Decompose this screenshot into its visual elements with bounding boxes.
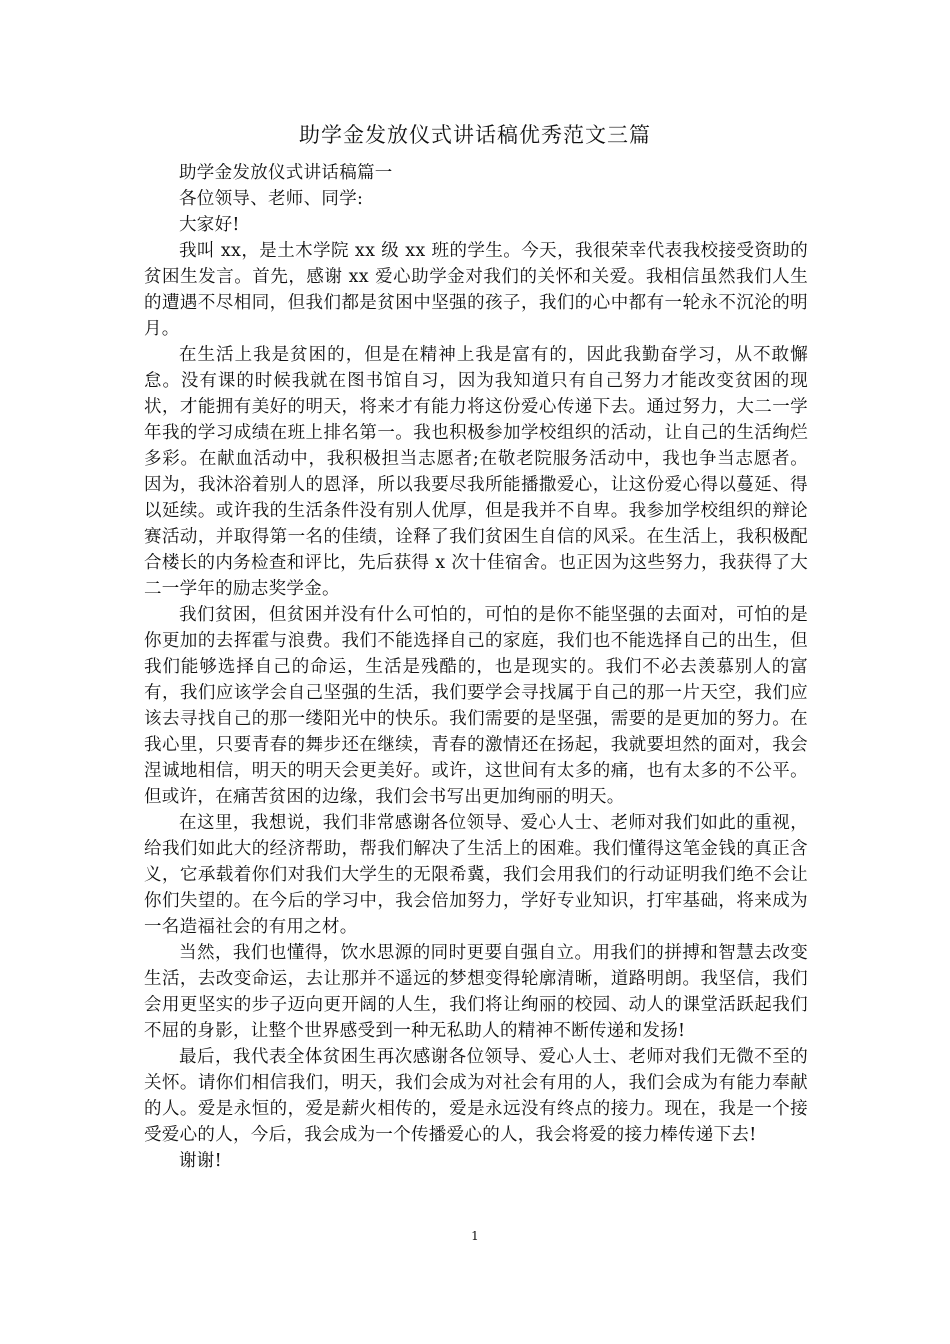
page-number: 1 — [471, 1229, 479, 1243]
thanks: 谢谢! — [179, 1151, 222, 1171]
document-body — [144, 160, 808, 1174]
paragraph-student-life: 在生活上我是贫困的，但是在精神上我是富有的，因此我勤奋学习，从不敢懈怠。没有课的时候我就在图书馆自习，因为我知道只有自己努力才能改变贫困的现状，才能拥有美好的明天，将来才有能力将这份爱心传递下去。通过努力，大二一学年我的学习成绩在班上排名第一。我也积极参加学校组织的活动，让自己的生活绚烂多彩。在献血活动中，我积极担当志愿者;在敬老院服务活动中，我也争当志愿者。因为，我沐浴着别人的恩泽，所以我要尽我所能播撒爱心，让这份爱心得以蔓延、得以延续。或许我的生活条件没有别人优厚，但是我并不自卑。我参加学校组织的辩论赛活动，并取得第一名的佳绩，诠释了我们贫困生自信的风采。在生活上，我积极配合楼长的内务检查和评比，先后获得 x 次十佳宿舍。也正因为这些努力，我获得了大二一学年的励志奖学金。 — [144, 345, 808, 599]
paragraph-introduction: 我叫 xx，是土木学院 xx 级 xx 班的学生。今天，我很荣幸代表我校接受资助的贫困生发言。首先，感谢 xx 爱心助学金对我们的关怀和关爱。我相信虽然我们人生的遭遇不尽相同，但我们都是贫困中坚强的孩子，我们的心中都有一轮永不沉沦的明月。 — [144, 241, 808, 339]
document-title: 助学金发放仪式讲话稿优秀范文三篇 — [299, 123, 651, 147]
paragraph-closing: 最后，我代表全体贫困生再次感谢各位领导、爱心人士、老师对我们无微不至的关怀。请你们相信我们，明天，我们会成为对社会有用的人，我们会成为有能力奉献的人。爱是永恒的，爱是薪火相传的，爱是永远没有终点的接力。现在，我是一个接受爱心的人，今后，我会成为一个传播爱心的人，我会将爱的接力棒传递下去! — [144, 1047, 808, 1145]
paragraph-gratitude: 在这里，我想说，我们非常感谢各位领导、爱心人士、老师对我们如此的重视，给我们如此大的经济帮助，帮我们解决了生活上的困难。我们懂得这笔金钱的真正含义，它承载着你们对我们大学生的无限希冀，我们会用我们的行动证明我们绝不会让你们失望的。在今后的学习中，我会倍加努力，学好专业知识，打牢基础，将来成为一名造福社会的有用之材。 — [144, 813, 808, 937]
salutation: 各位领导、老师、同学: — [179, 189, 364, 209]
paragraph-self-reliance: 当然，我们也懂得，饮水思源的同时更要自强自立。用我们的拼搏和智慧去改变生活，去改变命运，去让那并不遥远的梦想变得轮廓清晰，道路明朗。我坚信，我们会用更坚实的步子迈向更开阔的人生，我们将让绚丽的校园、动人的课堂活跃起我们不屈的身影，让整个世界感受到一种无私助人的精神不断传递和发扬! — [144, 943, 808, 1041]
section-heading: 助学金发放仪式讲话稿篇一 — [179, 163, 393, 183]
paragraph-facing-poverty: 我们贫困，但贫困并没有什么可怕的，可怕的是你不能坚强的去面对，可怕的是你更加的去挥霍与浪费。我们不能选择自己的家庭，我们也不能选择自己的出生，但我们能够选择自己的命运，生活是残酷的，也是现实的。我们不必去羡慕别人的富有，我们应该学会自己坚强的生活，我们要学会寻找属于自己的那一片天空，我们应该去寻找自己的那一缕阳光中的快乐。我们需要的是坚强，需要的是更加的努力。在我心里，只要青春的舞步还在继续，青春的激情还在扬起，我就要坦然的面对，我会涅诚地相信，明天的明天会更美好。或许，这世间有太多的痛，也有太多的不公平。但或许，在痛苦贫困的边缘，我们会书写出更加绚丽的明天。 — [144, 605, 808, 807]
greeting: 大家好! — [179, 215, 240, 235]
